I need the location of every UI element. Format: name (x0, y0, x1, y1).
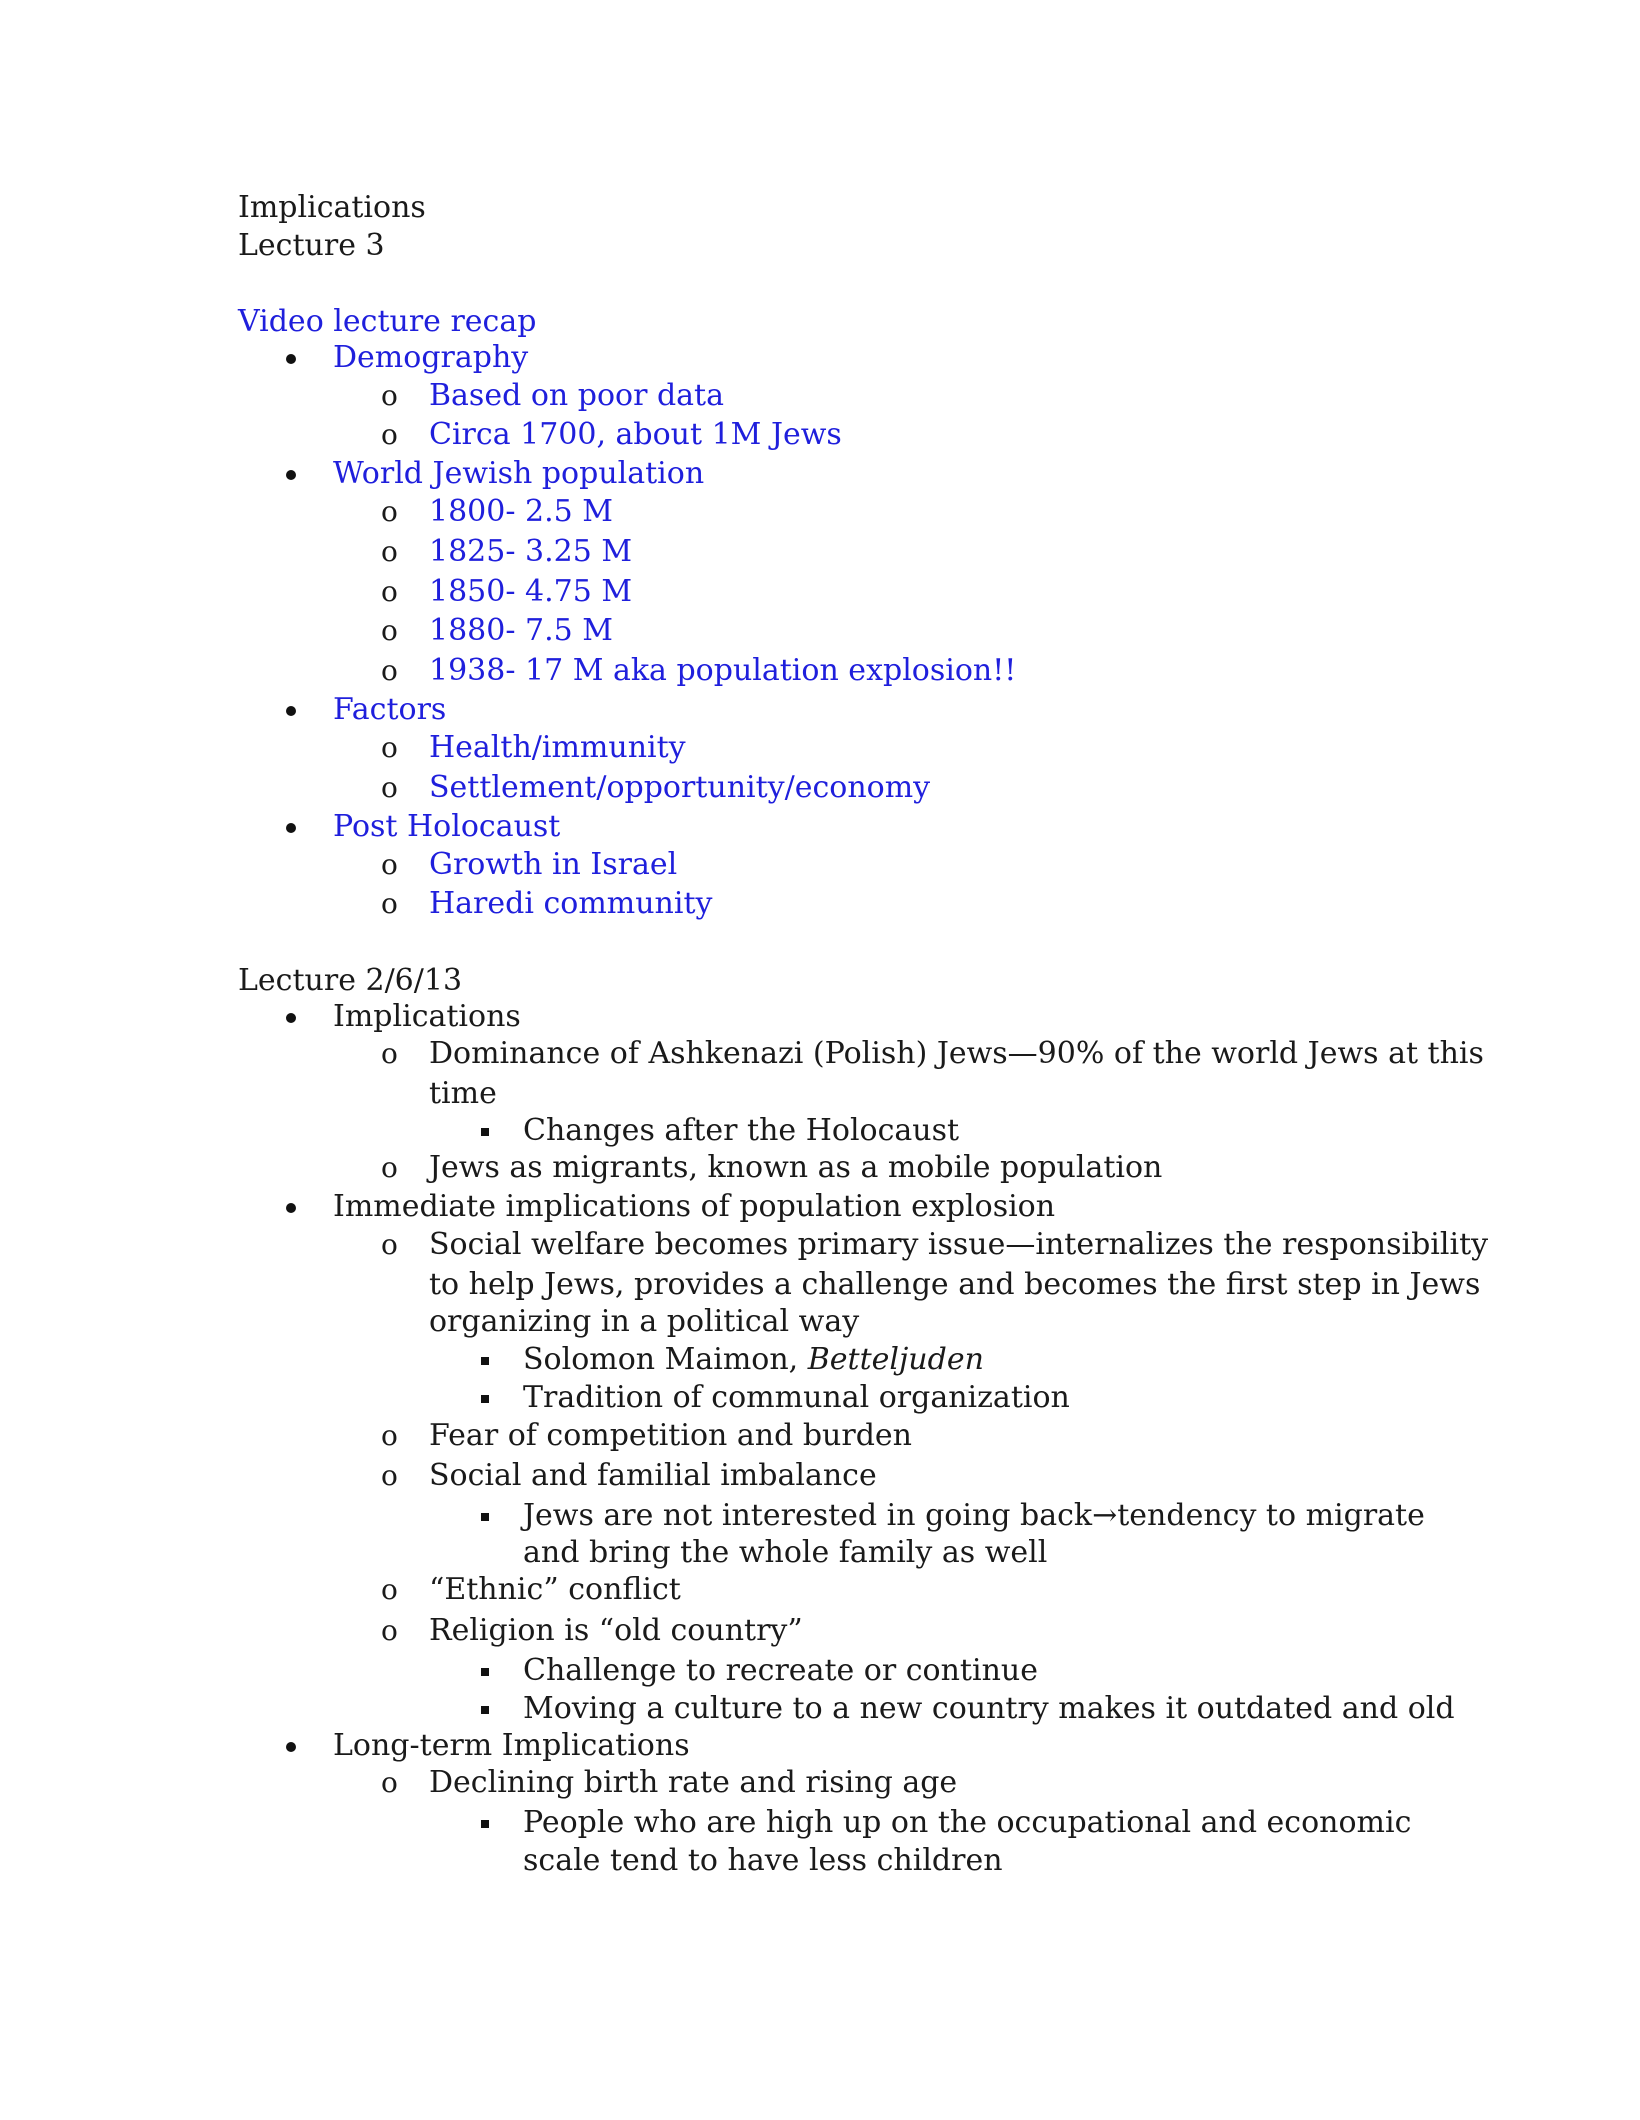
lecture-bullet: Long-term Implications (333, 1728, 690, 1763)
recap-sub-item: Based on poor data (429, 378, 724, 413)
recap-sub-item: 1938- 17 M aka population explosion!! (429, 653, 1017, 688)
bullet-marker (286, 470, 296, 480)
recap-sub-item: 1880- 7.5 M (429, 613, 613, 648)
document-title: Implications (238, 190, 426, 225)
lecture-sub-item-cont: to help Jews, provides a challenge and becomes the first step in Jews (429, 1267, 1481, 1302)
lecture-sub-item-cont: time (429, 1076, 497, 1111)
lecture-sub-item: Dominance of Ashkenazi (Polish) Jews—90% of the world Jews at this (429, 1036, 1484, 1071)
sub-marker: o (381, 535, 398, 568)
lecture-sub-item: Fear of competition and burden (429, 1418, 912, 1453)
lecture-sub-item: Jews as migrants, known as a mobile population (429, 1150, 1163, 1185)
bullet-marker (286, 354, 296, 364)
recap-sub-item: Settlement/opportunity/economy (429, 770, 931, 805)
lecture-sub-item-cont: organizing in a political way (429, 1304, 860, 1339)
sub-marker: o (381, 1614, 398, 1647)
recap-sub-item: 1825- 3.25 M (429, 534, 633, 569)
sub-marker: o (381, 1228, 398, 1261)
sub-marker: o (381, 575, 398, 608)
sub-marker: o (381, 1766, 398, 1799)
italic-term: Betteljuden (807, 1342, 984, 1377)
recap-bullet: Post Holocaust (333, 809, 561, 844)
recap-sub-item: Growth in Israel (429, 847, 678, 882)
lecture-sub-item: Religion is “old country” (429, 1613, 803, 1648)
document-subtitle: Lecture 3 (238, 228, 385, 263)
sub-marker: o (381, 1419, 398, 1452)
lecture-sub-sub-item: People who are high up on the occupational and economic (523, 1805, 1412, 1840)
lecture-sub-sub-item: Jews are not interested in going back→tendency to migrate (523, 1498, 1425, 1533)
recap-sub-item: Circa 1700, about 1M Jews (429, 417, 842, 452)
lecture-bullet: Immediate implications of population explosion (333, 1189, 1056, 1224)
sub-marker: o (381, 614, 398, 647)
sub-marker: o (381, 848, 398, 881)
recap-sub-item: Haredi community (429, 886, 713, 921)
lecture-sub-sub-item: Changes after the Holocaust (523, 1113, 960, 1148)
bullet-marker (286, 1742, 296, 1752)
square-marker (481, 1820, 489, 1828)
lecture-sub-item: Social welfare becomes primary issue—internalizes the responsibility (429, 1227, 1489, 1262)
recap-bullet: Demography (333, 340, 529, 375)
recap-sub-item: 1800- 2.5 M (429, 494, 613, 529)
recap-bullet: Factors (333, 692, 447, 727)
recap-heading: Video lecture recap (238, 304, 537, 339)
bullet-marker (286, 706, 296, 716)
recap-bullet: World Jewish population (333, 456, 705, 491)
sub-marker: o (381, 771, 398, 804)
lecture-sub-sub-item-cont: and bring the whole family as well (523, 1535, 1048, 1570)
square-marker (481, 1128, 489, 1136)
square-marker (481, 1357, 489, 1365)
sub-marker: o (381, 495, 398, 528)
sub-marker: o (381, 1459, 398, 1492)
lecture-sub-sub-item-cont: scale tend to have less children (523, 1843, 1003, 1878)
lecture-sub-item: Social and familial imbalance (429, 1458, 877, 1493)
sub-marker: o (381, 887, 398, 920)
recap-sub-item: Health/immunity (429, 730, 686, 765)
sub-marker: o (381, 379, 398, 412)
lecture-sub-sub-item: Tradition of communal organization (523, 1380, 1070, 1415)
lecture-heading: Lecture 2/6/13 (238, 963, 463, 998)
square-marker (481, 1513, 489, 1521)
sub-sub-item-text: Solomon Maimon, (523, 1342, 808, 1377)
lecture-sub-sub-item (523, 1342, 984, 1378)
bullet-marker (286, 823, 296, 833)
square-marker (481, 1706, 489, 1714)
lecture-bullet: Implications (333, 999, 521, 1034)
sub-marker: o (381, 418, 398, 451)
sub-marker: o (381, 1037, 398, 1070)
sub-marker: o (381, 731, 398, 764)
lecture-sub-item: “Ethnic” conflict (429, 1572, 681, 1607)
recap-sub-item: 1850- 4.75 M (429, 574, 633, 609)
bullet-marker (286, 1013, 296, 1023)
bullet-marker (286, 1203, 296, 1213)
sub-marker: o (381, 1151, 398, 1184)
lecture-sub-sub-item: Challenge to recreate or continue (523, 1653, 1038, 1688)
sub-marker: o (381, 654, 398, 687)
sub-marker: o (381, 1573, 398, 1606)
square-marker (481, 1395, 489, 1403)
lecture-sub-item: Declining birth rate and rising age (429, 1765, 958, 1800)
square-marker (481, 1668, 489, 1676)
lecture-sub-sub-item: Moving a culture to a new country makes it outdated and old (523, 1691, 1455, 1726)
